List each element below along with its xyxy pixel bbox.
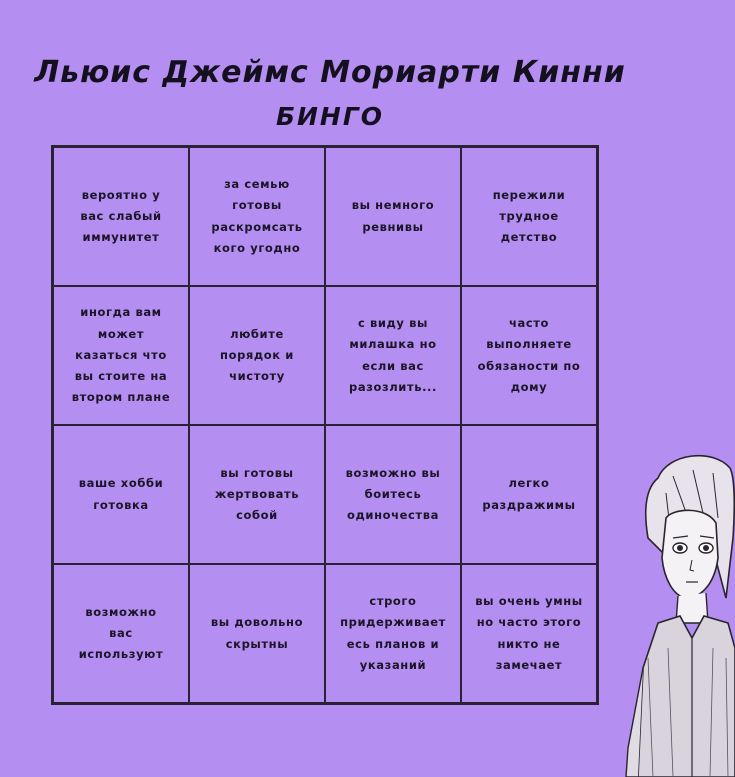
bingo-cell[interactable]: вероятно у вас слабый иммунитет	[53, 147, 189, 286]
bingo-cell[interactable]: любите порядок и чистоту	[189, 286, 325, 425]
page-subtitle: БИНГО	[275, 102, 385, 131]
page-title: Льюис Джеймс Мориарти Кинни	[34, 55, 626, 90]
bingo-cell[interactable]: часто выполняете обязаности по дому	[461, 286, 597, 425]
bingo-cell[interactable]: иногда вам может казаться что вы стоите на втором плане	[53, 286, 189, 425]
bingo-cell[interactable]: вы готовы жертвовать собой	[189, 425, 325, 564]
bingo-cell[interactable]: вы очень умны но часто этого никто не замечает	[461, 564, 597, 703]
bingo-cell[interactable]: с виду вы милашка но если вас разозлить...	[325, 286, 461, 425]
bingo-cell[interactable]: вы довольно скрытны	[189, 564, 325, 703]
bingo-cell[interactable]: строго придерживает есь планов и указаний	[325, 564, 461, 703]
bingo-cell[interactable]: ваше хобби готовка	[53, 425, 189, 564]
bingo-grid	[51, 145, 599, 705]
bingo-cell[interactable]: пережили трудное детство	[461, 147, 597, 286]
bingo-cell[interactable]: возможно вас используют	[53, 564, 189, 703]
bingo-cell[interactable]: возможно вы боитесь одиночества	[325, 425, 461, 564]
bingo-cell[interactable]: за семью готовы раскромсать кого угодно	[189, 147, 325, 286]
bingo-cell[interactable]: вы немного ревнивы	[325, 147, 461, 286]
character-illustration	[618, 448, 735, 777]
bingo-cell[interactable]: легко раздражимы	[461, 425, 597, 564]
